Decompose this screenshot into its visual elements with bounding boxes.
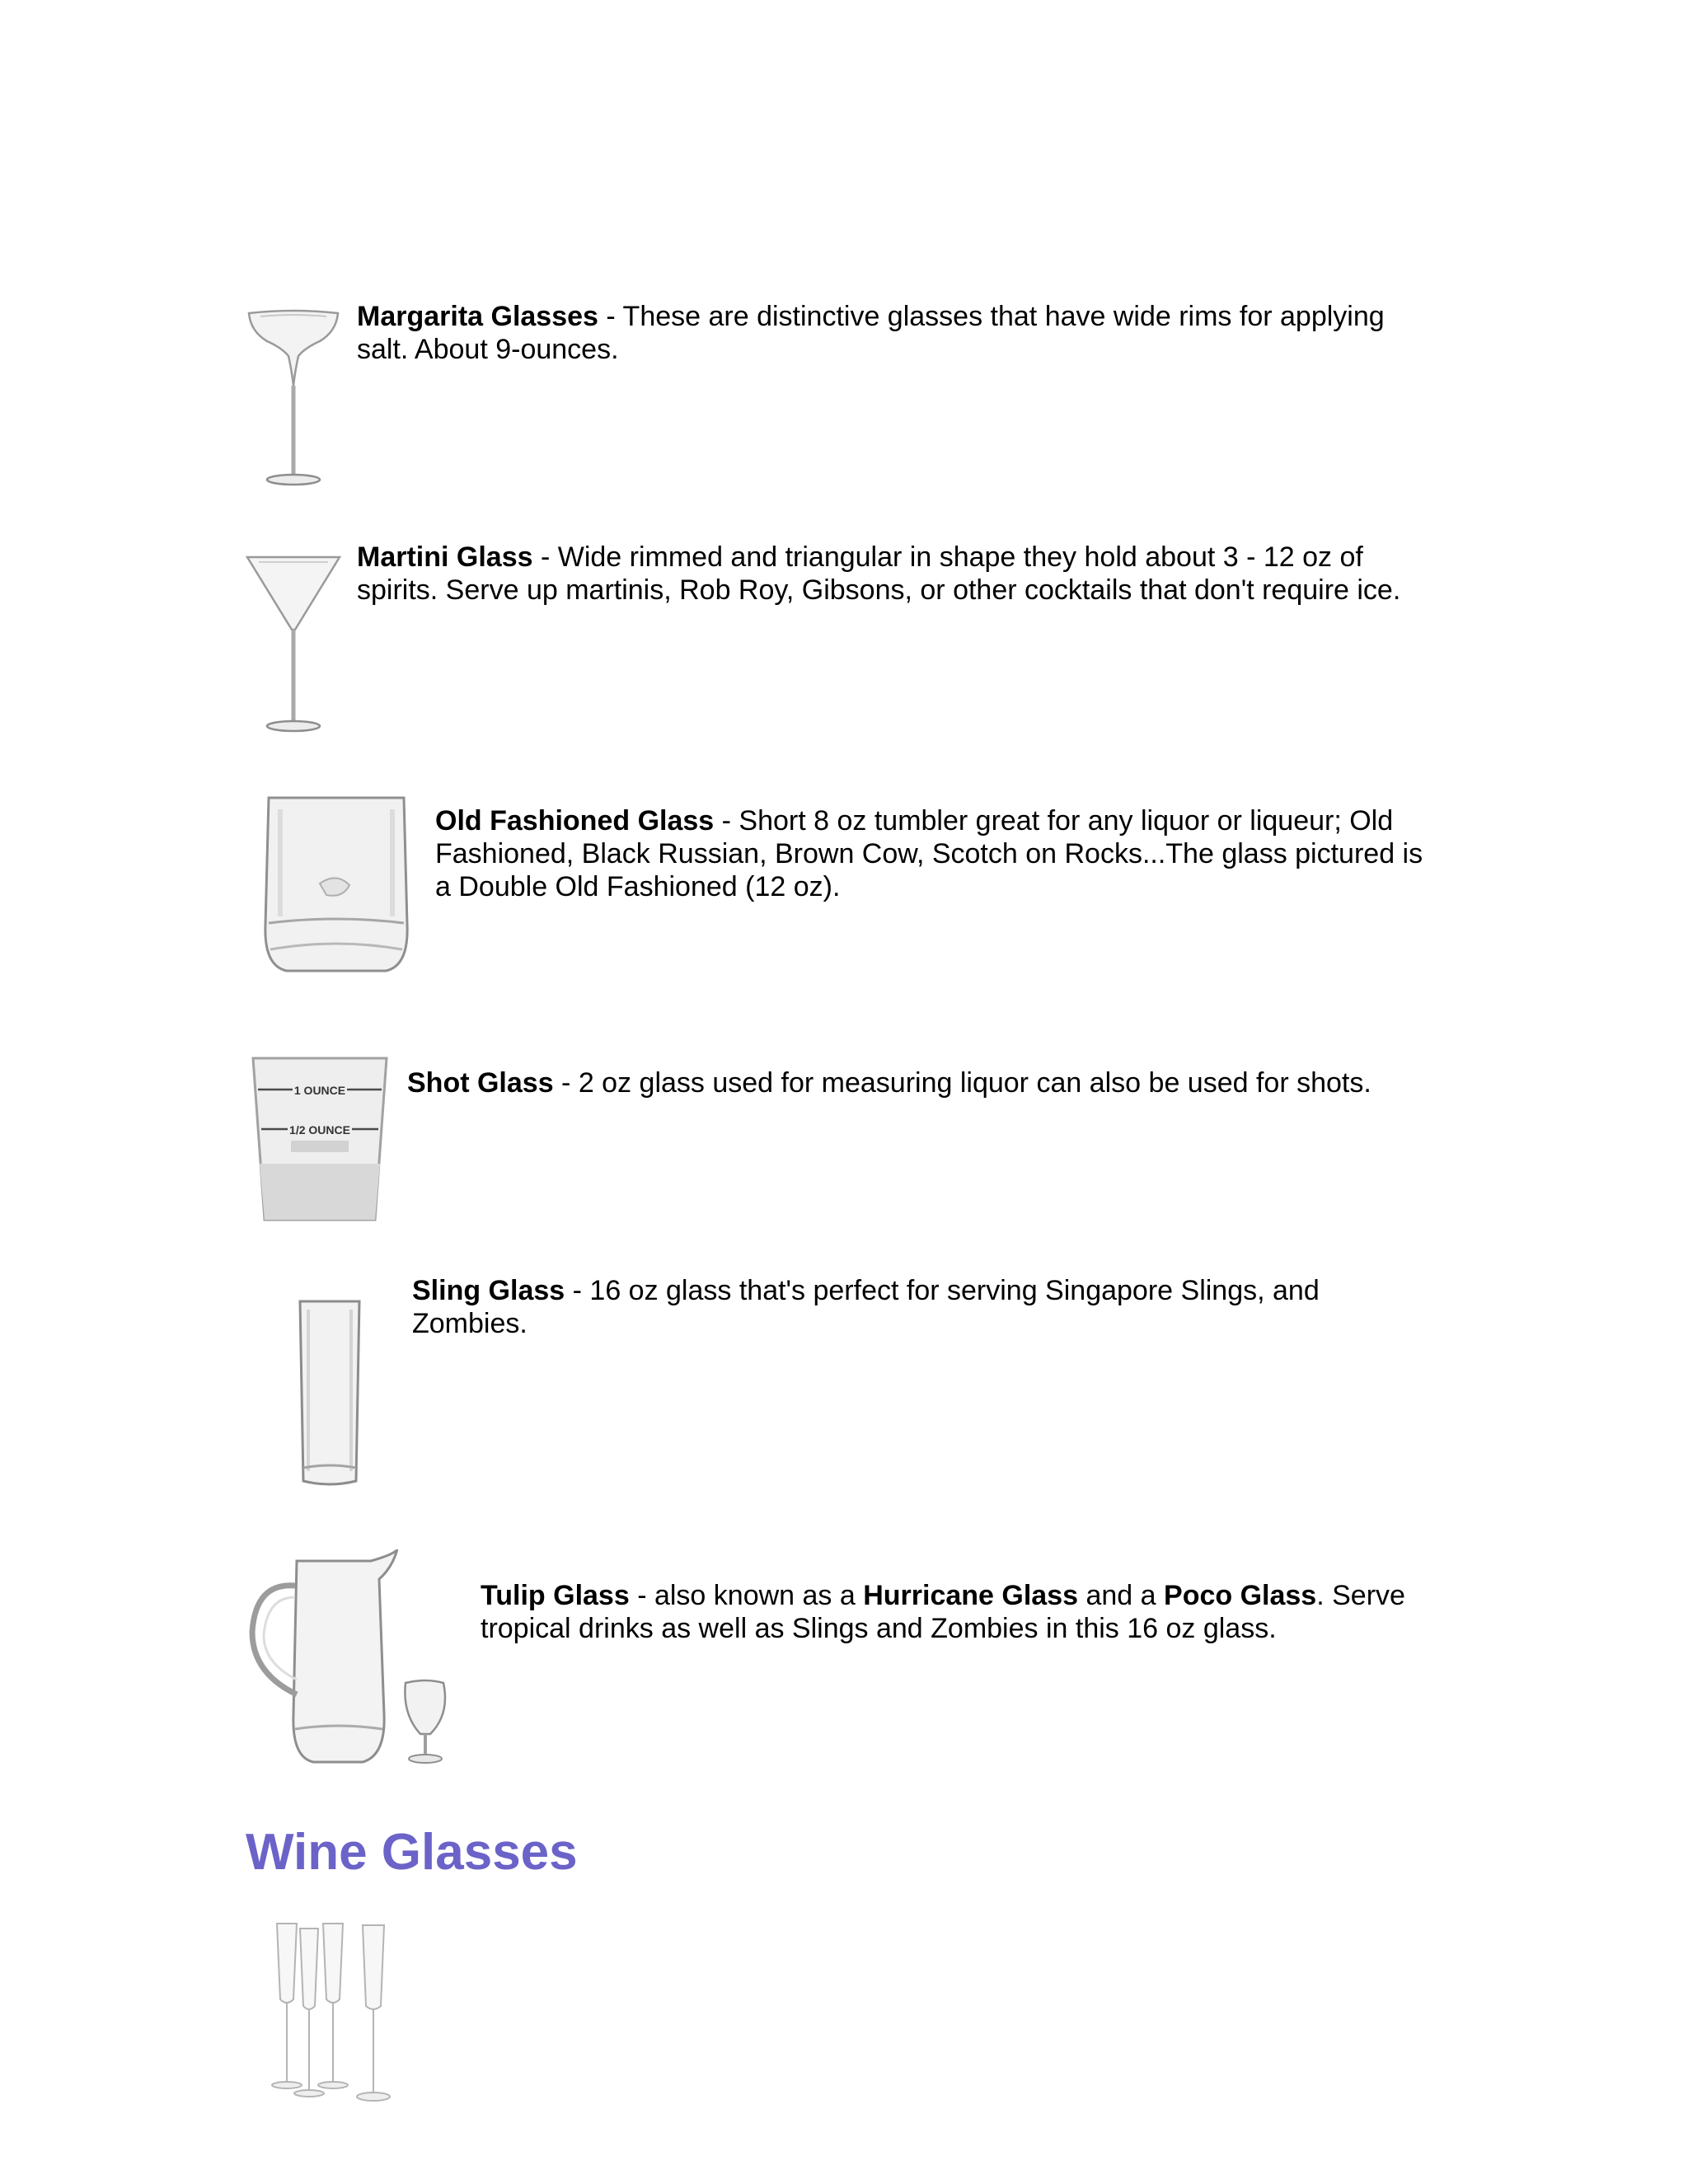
- sling-glass-icon: [295, 1298, 364, 1489]
- tulip-desc-part-3: . Serve tropical drinks as well as Slings and Zombies in this 16 oz glass.: [481, 1580, 1405, 1644]
- separator: -: [565, 1275, 590, 1306]
- martini-glass-icon: [244, 551, 343, 736]
- shot-glass-icon: [250, 1055, 390, 1228]
- margarita-glass-name: Margarita Glasses: [357, 301, 598, 332]
- separator: -: [714, 805, 739, 837]
- sling-glass-entry-text: [412, 1274, 1376, 1340]
- margarita-glass-description: These are distinctive glasses that have wide rims for applying salt. About 9-ounces.: [357, 301, 1385, 365]
- tulip-glass-name: Tulip Glass: [481, 1580, 630, 1611]
- martini-entry-text: [357, 541, 1428, 607]
- separator: -: [598, 301, 623, 332]
- tulip-desc-part-1: also known as a: [654, 1580, 864, 1611]
- shot-glass-description: 2 oz glass used for measuring liquor can also be used for shots.: [578, 1067, 1372, 1099]
- martini-glass-description: Wide rimmed and triangular in shape they hold about 3 - 12 oz of spirits. Serve up martinis, Rob Roy, Gibsons, or other cocktails that don't require ice.: [357, 541, 1401, 606]
- poco-glass-name: Poco Glass: [1164, 1580, 1317, 1611]
- shot-glass-mark-1: 1 OUNCE: [293, 1084, 346, 1097]
- separator: -: [553, 1067, 579, 1099]
- martini-glass-name: Martini Glass: [357, 541, 533, 573]
- shot-glass-name: Shot Glass: [407, 1067, 554, 1099]
- separator: -: [629, 1580, 654, 1611]
- margarita-glass-icon: [244, 305, 343, 490]
- shot-glass-mark-2: 1/2 OUNCE: [289, 1123, 350, 1137]
- tulip-glass-entry-text: [481, 1579, 1428, 1645]
- old-fashioned-glass-description: Short 8 oz tumbler great for any liquor or liqueur; Old Fashioned, Black Russian, Brown Cow, Scotch on Rocks...The glass pictured is a Double Old Fashioned (12 oz).: [435, 805, 1423, 902]
- shot-glass-entry-text: [407, 1066, 1437, 1099]
- separator: -: [532, 541, 558, 573]
- tulip-glass-icon: [247, 1549, 462, 1772]
- hurricane-glass-name: Hurricane Glass: [863, 1580, 1079, 1611]
- sling-glass-name: Sling Glass: [412, 1275, 565, 1306]
- margarita-entry-text: [357, 300, 1428, 366]
- wine-glasses-heading: Wine Glasses: [246, 1824, 578, 1881]
- old-fashioned-glass-icon: [262, 793, 410, 976]
- tulip-desc-part-2: and a: [1078, 1580, 1165, 1611]
- sling-glass-description: 16 oz glass that's perfect for serving Singapore Slings, and Zombies.: [412, 1275, 1320, 1339]
- wine-glasses-icon: [264, 1920, 412, 2106]
- old-fashioned-glass-name: Old Fashioned Glass: [435, 805, 715, 837]
- old-fashioned-entry-text: [435, 804, 1432, 903]
